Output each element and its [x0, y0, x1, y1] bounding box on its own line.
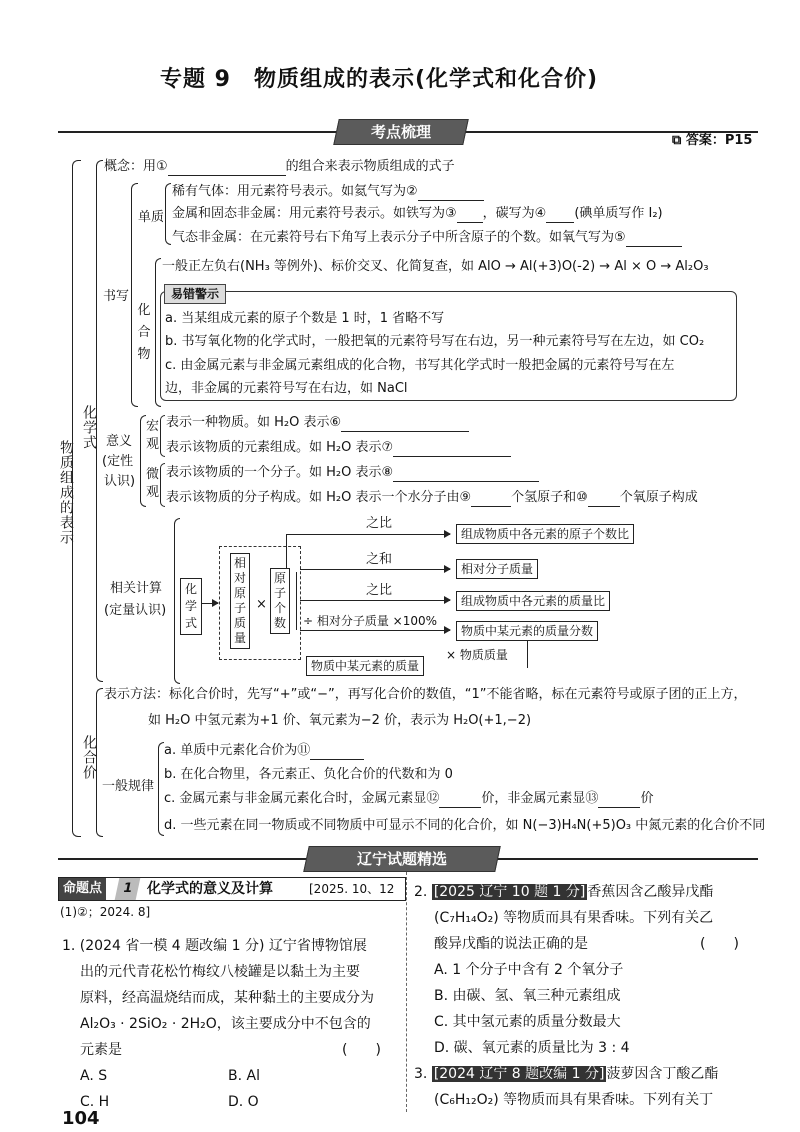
calc-label: 相关计算 (定量认识) [104, 581, 167, 618]
compound-label: 化合物 [137, 303, 151, 362]
div-label: ÷ 相对分子质量 ×100% [303, 614, 438, 628]
calc-formula-box: 化学式 [180, 578, 202, 635]
q3-line1: 3. [2024 辽宁 8 题改编 1 分] 菠萝因含丁酸乙酯 [414, 1066, 719, 1082]
topic-ref1: [2025. 10、12 [309, 882, 395, 896]
answer-ref: ⧉ 答案：P15 [672, 133, 753, 148]
page-number: 104 [62, 1108, 100, 1129]
concept-line: 概念：用① 的组合来表示物质组成的式子 [104, 159, 455, 174]
mass-ratio-box: 组成物质中各元素的质量比 [456, 591, 610, 611]
q2-source: [2025 辽宁 10 题 1 分] [433, 884, 586, 900]
warning-c1: c. 由金属元素与非金属元素组成的化合物，书写其化学式时一般把金属的元素符号写在左 [165, 358, 675, 373]
warning-tag: 易错警示 [164, 284, 226, 304]
q2-line2: (C₇H₁₄O₂) 等物质而具有果香味。下列有关乙 [434, 910, 714, 926]
arrow-ratio2 [300, 600, 450, 601]
mass-fraction-box: 物质中某元素的质量分数 [456, 621, 598, 641]
meaning-m3: 表示该物质的一个分子。如 H₂O 表示⑧ [166, 464, 539, 482]
page-title: 专题 9 物质组成的表示(化学式和化合价) [160, 67, 599, 92]
rule-c: c. 金属元素与非金属元素化合时，金属元素显⑫ 价，非金属元素显⑬ 价 [164, 791, 654, 806]
arrow-ratio1 [286, 534, 450, 535]
atom-count-box: 原子个数 [270, 568, 290, 634]
calc-trunk [286, 534, 287, 568]
q1-option-a[interactable]: A. S [80, 1068, 108, 1084]
micro-label: 微观 [146, 467, 160, 500]
rule-b: b. 在化合物里，各元素正、负化合价的代数和为 0 [164, 767, 453, 782]
q1-line2: 出的元代青花松竹梅纹八棱罐是以黏土为主要 [80, 964, 360, 980]
sum-label: 之和 [366, 552, 393, 567]
formula-bracket [96, 160, 103, 682]
column-divider [406, 872, 407, 1112]
topic-ref2: (1)②；2024. 8] [60, 905, 151, 919]
q1-line3: 原料，经高温烧结而成，某种黏土的主要成分为 [80, 990, 374, 1006]
write-bracket [131, 183, 138, 407]
q1-option-b[interactable]: B. Al [228, 1068, 260, 1084]
q2-option-a[interactable]: A. 1 个分子中含有 2 个氧分子 [434, 962, 624, 978]
valence-method-1: 表示方法：标化合价时，先写“+”或“−”，再写化合价的数值，“1”不能省略，标在元素符号或原子团的正上方， [104, 687, 747, 702]
q2-option-b[interactable]: B. 由碳、氢、氧三种元素组成 [434, 988, 621, 1004]
q3-line2: (C₆H₁₂O₂) 等物质而具有果香味。下列有关丁 [434, 1092, 714, 1108]
arrow-div [300, 630, 450, 631]
valence-method-2: 如 H₂O 中氢元素为+1 价、氧元素为−2 价，表示为 H₂O(+1,−2) [148, 713, 532, 728]
q1-paren: ( ) [342, 1042, 381, 1058]
metal-line: 金属和固态非金属：用元素符号表示。如铁写为③ ，碳写为④ (碘单质写作 I₂) [172, 206, 663, 221]
ratio1-label: 之比 [366, 516, 393, 531]
valence-bracket [96, 688, 103, 837]
macro-bracket [160, 415, 165, 457]
topic-num: 1 [115, 878, 141, 900]
q2-option-c[interactable]: C. 其中氢元素的质量分数最大 [434, 1014, 621, 1030]
rule-label: 一般规律 [102, 779, 155, 794]
micro-bracket [160, 463, 165, 507]
q1-line1: 1. (2024 省一模 4 题改编 1 分) 辽宁省博物馆展 [62, 938, 367, 954]
element-mass-box: 物质中某元素的质量 [306, 656, 424, 676]
times-mass-label: × 物质质量 [446, 648, 508, 662]
element-bracket [165, 183, 171, 245]
q2-line3: 酸异戊酯的说法正确的是 [434, 936, 588, 952]
topic-tag: 命题点 [59, 878, 106, 900]
rule-a: a. 单质中元素化合价为⑪ [164, 742, 364, 760]
mol-mass-box: 相对分子质量 [456, 559, 538, 579]
q1-option-c[interactable]: C. H [80, 1094, 110, 1110]
gas-line: 气态非金属：在元素符号右下角写上表示分子中所含原子的个数。如氧气写为⑤ [172, 229, 682, 247]
q1-line4: Al₂O₃ · 2SiO₂ · 2H₂O，该主要成分中不包含的 [80, 1016, 371, 1032]
topic-header [58, 877, 406, 901]
write-label: 书写 [103, 289, 130, 304]
calc-times: × [256, 597, 267, 612]
topic-title: 化学式的意义及计算 [147, 881, 273, 897]
compound-rule: 一般正左负右(NH₃ 等例外)、标价交叉、化简复查，如 AlO → Al(+3)O(-2) → Al ⨯ O → Al₂O₃ [162, 259, 709, 274]
rule-d: d. 一些元素在同一物质或不同物质中可显示不同的化合价，如 N(−3)H₄N(+5)O₃ 中氮元素的化合价不同 [164, 818, 766, 833]
q2-option-d[interactable]: D. 碳、氧元素的质量比为 3 : 4 [434, 1040, 630, 1056]
section-banner-liaoning: 辽宁试题精选 [303, 846, 501, 872]
rel-mass-box: 相对原子质量 [230, 553, 250, 649]
calc-trunk-2 [296, 572, 297, 630]
macro-label: 宏观 [146, 419, 160, 452]
valence-label: 化合价 [81, 735, 97, 780]
ratio2-label: 之比 [366, 583, 393, 598]
calc-arrow-main [202, 603, 218, 604]
q2-line1: 2. [2025 辽宁 10 题 1 分] 香蕉因含乙酸异戊酯 [414, 884, 714, 900]
q1-option-d[interactable]: D. O [228, 1094, 259, 1110]
formula-label: 化学式 [81, 405, 97, 450]
noble-gas-line: 稀有气体：用元素符号表示。如氦气写为② [172, 183, 484, 201]
warning-c2: 边，非金属的元素符号写在右边，如 NaCl [165, 381, 408, 396]
q1-line5: 元素是 [80, 1042, 122, 1058]
arrow-sum [300, 569, 450, 570]
calc-down [527, 640, 528, 668]
section-banner-review: 考点梳理 [333, 119, 469, 145]
element-label: 单质 [138, 210, 165, 225]
atom-ratio-box: 组成物质中各元素的原子个数比 [456, 524, 634, 544]
root-label: 物质组成的表示 [58, 440, 74, 545]
book-icon: ⧉ [672, 133, 682, 148]
warning-b: b. 书写氧化物的化学式时，一般把氧的元素符号写在右边，另一种元素符号写在左边，如 CO₂ [165, 334, 705, 349]
meaning-m2: 表示该物质的元素组成。如 H₂O 表示⑦ [166, 439, 511, 457]
meaning-label: 意义 (定性 认识) [102, 434, 136, 489]
q2-paren: ( ) [700, 936, 739, 952]
warning-a: a. 当某组成元素的原子个数是 1 时，1 省略不写 [165, 311, 445, 326]
q3-source: [2024 辽宁 8 题改编 1 分] [433, 1066, 605, 1082]
meaning-m1: 表示一种物质。如 H₂O 表示⑥ [166, 414, 469, 432]
meaning-m4: 表示该物质的分子构成。如 H₂O 表示一个水分子由⑨ 个氢原子和⑩ 个氧原子构成 [166, 490, 698, 505]
